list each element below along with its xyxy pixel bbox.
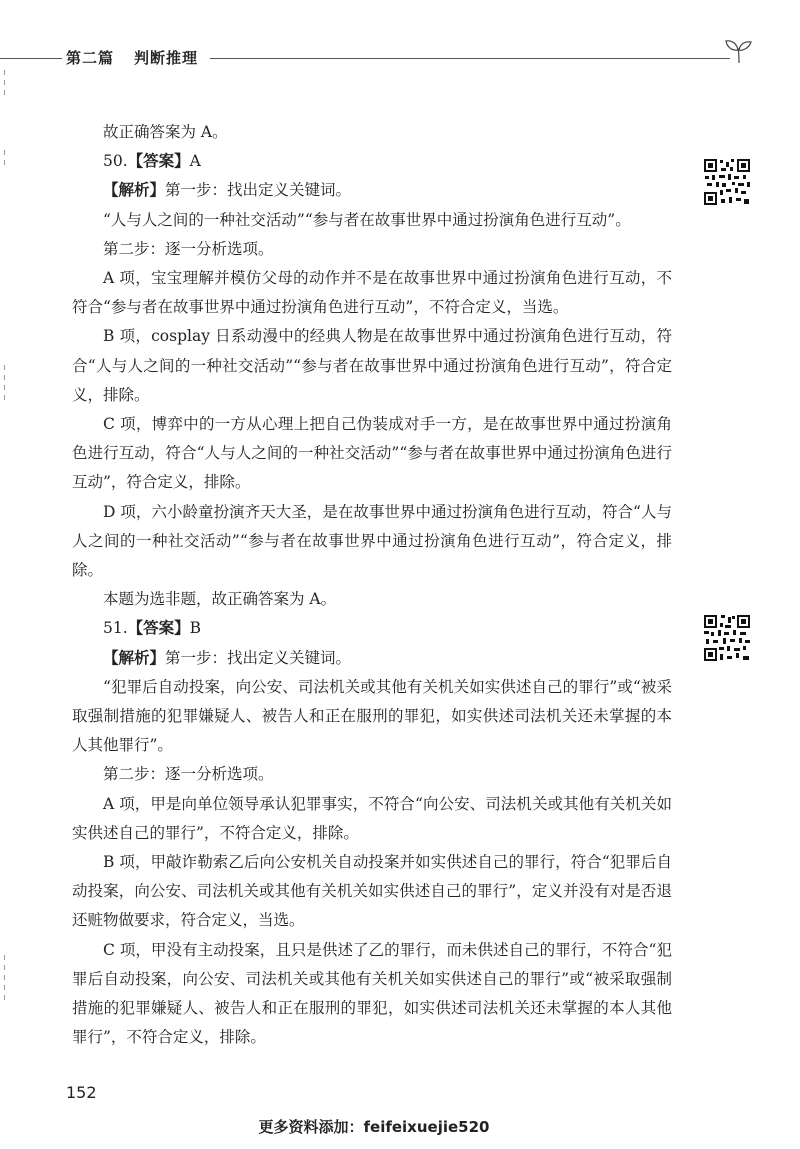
- q50-answer: A: [189, 152, 201, 171]
- header-title: 判断推理: [134, 49, 199, 67]
- margin-dots-lower: [4, 955, 6, 1005]
- previous-answer: 故正确答案为 A。: [103, 123, 228, 141]
- q51-number: 51.: [103, 619, 128, 638]
- q50-number: 50.: [103, 152, 128, 171]
- q50-option-d: D 项，六小龄童扮演齐天大圣，是在故事世界中通过扮演角色进行互动，符合“人与人之间的一种社交活动”“参与者在故事世界中通过扮演角色进行互动”，符合定义，排除。: [72, 502, 672, 580]
- header-part: 第二篇: [66, 49, 115, 67]
- page-number: 152: [66, 1083, 97, 1102]
- margin-dots-top: [4, 70, 6, 100]
- q51-step2: 第二步：逐一分析选项。: [103, 765, 274, 784]
- running-header: [0, 34, 760, 74]
- q51-answer-label: 【答案】: [127, 619, 190, 638]
- q50-analysis-label: 【解析】: [103, 181, 166, 200]
- header-rule-right: [210, 58, 730, 59]
- q51-step1: 第一步：找出定义关键词。: [165, 648, 352, 667]
- sprout-icon: [724, 38, 754, 64]
- q50-option-b: B 项，cosplay 日系动漫中的经典人物是在故事世界中通过扮演角色进行互动，符合“人与人之间的一种社交活动”“参与者在故事世界中通过扮演角色进行互动”，符合定义，排除。: [72, 327, 672, 404]
- q51-option-b: B 项，甲敲诈勒索乙后向公安机关自动投案并如实供述自己的罪行，符合“犯罪后自动投案，向公安、司法机关或其他有关机关如实供述自己的罪行”，定义并没有对是否退还赃物做要求，符合定义，当选。: [72, 853, 672, 930]
- q50-answer-label: 【答案】: [127, 152, 190, 171]
- margin-dots-upper: [4, 150, 6, 170]
- qr-code-icon: [703, 614, 751, 662]
- q50-option-c: C 项，博弈中的一方从心理上把自己伪装成对手一方，是在故事世界中通过扮演角色进行互动，符合“人与人之间的一种社交活动”“参与者在故事世界中通过扮演角色进行互动”，符合定义，排除。: [72, 415, 672, 492]
- page-content: [72, 118, 672, 1053]
- q51-analysis-line: [72, 644, 672, 673]
- q50-keywords: “人与人之间的一种社交活动”“参与者在故事世界中通过扮演角色进行互动”。: [103, 210, 631, 229]
- q51-answer: B: [189, 619, 202, 638]
- q51-option-a: A 项，甲是向单位领导承认犯罪事实，不符合“向公安、司法机关或其他有关机关如实供述自己的罪行”，不符合定义，排除。: [72, 794, 672, 842]
- q51-keywords: “犯罪后自动投案，向公安、司法机关或其他有关机关如实供述自己的罪行”或“被采取强制措施的犯罪嫌疑人、被告人和正在服刑的罪犯，如实供述司法机关还未掌握的本人其他罪行”。: [72, 677, 672, 755]
- footer-note: 更多资料添加：feifeixuejie520: [258, 1118, 490, 1136]
- q50-step1: 第一步：找出定义关键词。: [165, 181, 352, 200]
- header-rule-left: [0, 58, 62, 59]
- q50-step2: 第二步：逐一分析选项。: [103, 239, 274, 258]
- qr-code-icon: [703, 158, 751, 206]
- margin-dots-middle: [4, 365, 6, 405]
- q51-analysis-label: 【解析】: [103, 648, 166, 667]
- q50-conclusion: 本题为选非题，故正确答案为 A。: [103, 590, 337, 609]
- q51-answer-line: [72, 614, 672, 643]
- q50-answer-line: [72, 147, 672, 176]
- q51-option-c: C 项，甲没有主动投案，且只是供述了乙的罪行，而未供述自己的罪行，不符合“犯罪后自动投案，向公安、司法机关或其他有关机关如实供述自己的罪行”或“被采取强制措施的犯罪嫌疑人、被告人和正在服刑的罪犯，如实供述司法机关还未掌握的本人其他罪行”，不符合定义，排除。: [72, 940, 672, 1047]
- q50-option-a: A 项，宝宝理解并模仿父母的动作并不是在故事世界中通过扮演角色进行互动，不符合“参与者在故事世界中通过扮演角色进行互动”，不符合定义，当选。: [72, 269, 672, 317]
- q50-analysis-line: [72, 176, 672, 205]
